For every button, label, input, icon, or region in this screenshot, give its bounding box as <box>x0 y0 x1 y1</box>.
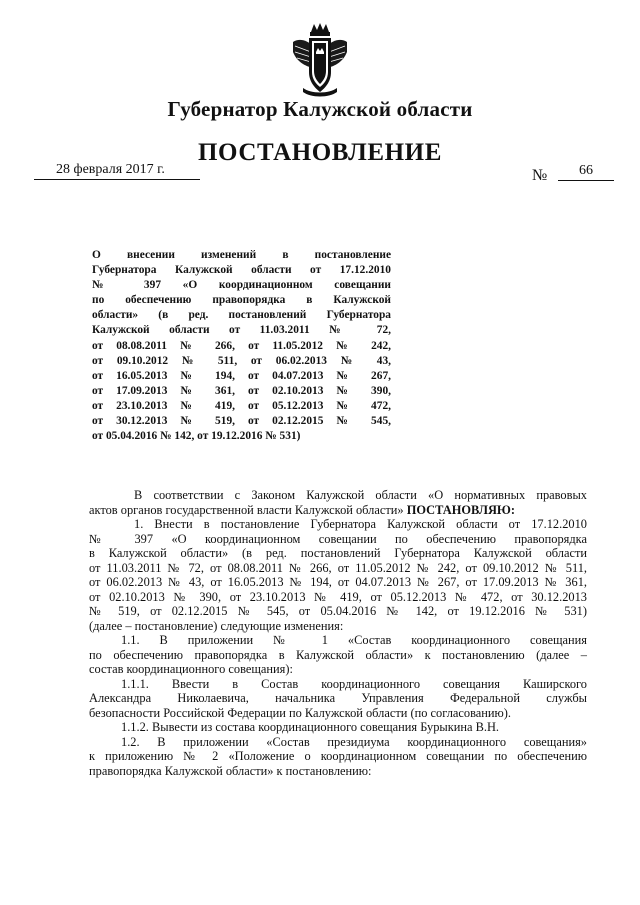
document-subject <box>92 248 391 444</box>
number-label: № <box>532 167 548 184</box>
resolution-keyword: ПОСТАНОВЛЯЮ: <box>406 502 516 517</box>
subject-line: Губернатора Калужской области от 17.12.2010 <box>92 264 391 277</box>
body-line: по обеспечению правопорядка в Калужской области» к постановлению (далее – <box>89 647 587 662</box>
body-line: Александра Николаевича, начальника Управления Федеральной службы <box>89 691 587 705</box>
body-line: (далее – постановление) следующие изменения: <box>89 618 344 633</box>
subject-line: от 09.10.2012 № 511, от 06.02.2013 № 43, <box>92 354 391 367</box>
body-line: 1.1. В приложении № 1 «Состав координационного совещания <box>121 633 587 647</box>
body-line: от 06.02.2013 № 43, от 16.05.2013 № 194, от 04.07.2013 № 267, от 17.09.2013 № 361, <box>89 575 587 589</box>
document-date: 28 февраля 2017 г. <box>34 162 200 180</box>
subject-line: от 23.10.2013 № 419, от 05.12.2013 № 472, <box>92 399 391 412</box>
body-line: правопорядка Калужской области» к постановлению: <box>89 763 372 778</box>
subject-line: О внесении изменений в постановление <box>92 249 391 261</box>
body-line: № 519, от 02.12.2015 № 545, от 05.04.2016 № 142, от 19.12.2016 № 531) <box>89 604 587 618</box>
body-line: В соответствии с Законом Калужской области «О нормативных правовых <box>134 488 587 502</box>
document-number: 66 <box>558 163 614 181</box>
body-line: № 397 «О координационном совещании по обеспечению правопорядка <box>89 531 587 546</box>
body-text: актов органов государственной власти Калужской области» <box>89 502 404 517</box>
body-line: состав координационного совещания): <box>89 662 293 676</box>
subject-line: от 30.12.2013 № 519, от 02.12.2015 № 545, <box>92 415 391 428</box>
subject-line: по обеспечению правопорядка в Калужской <box>92 294 391 307</box>
subject-line: от 05.04.2016 № 142, от 19.12.2016 № 531) <box>92 430 301 443</box>
subject-line: № 397 «О координационном совещании <box>92 279 391 292</box>
body-line: к приложению № 2 «Положение о координационном совещании по обеспечению <box>89 749 587 763</box>
coat-of-arms-icon <box>289 22 351 98</box>
body-line: безопасности Российской Федерации по Калужской области (по согласованию). <box>89 705 512 720</box>
body-line: 1.2. В приложении «Состав президиума координационного совещания» <box>121 734 587 749</box>
subject-line: от 17.09.2013 № 361, от 02.10.2013 № 390, <box>92 384 391 397</box>
body-line: в Калужской области» (в ред. постановлений Губернатора Калужской области <box>89 546 587 560</box>
subject-line: области» (в ред. постановлений Губернатора <box>92 309 391 322</box>
document-body <box>89 488 587 778</box>
body-line: 1.1.1. Ввести в Состав координационного совещания Каширского <box>121 676 587 691</box>
issuing-authority: Губернатор Калужской области <box>167 97 473 121</box>
subject-line: от 16.05.2013 № 194, от 04.07.2013 № 267, <box>92 369 391 382</box>
subject-line: Калужской области от 11.03.2011 № 72, <box>92 324 391 337</box>
body-line: от 02.10.2013 № 390, от 23.10.2013 № 419, от 05.12.2013 № 472, от 30.12.2013 <box>89 589 587 604</box>
subject-line: от 08.08.2011 № 266, от 11.05.2012 № 242, <box>92 339 391 352</box>
body-line: 1.1.2. Вывести из состава координационного совещания Бурыкина В.Н. <box>121 720 500 734</box>
body-line <box>89 503 587 518</box>
body-line: 1. Внести в постановление Губернатора Калужской области от 17.12.2010 <box>134 517 587 531</box>
document-type-title: ПОСТАНОВЛЕНИЕ <box>197 139 443 166</box>
body-line: от 11.03.2011 № 72, от 08.08.2011 № 266, от 11.05.2012 № 242, от 09.10.2012 № 511, <box>89 560 587 575</box>
